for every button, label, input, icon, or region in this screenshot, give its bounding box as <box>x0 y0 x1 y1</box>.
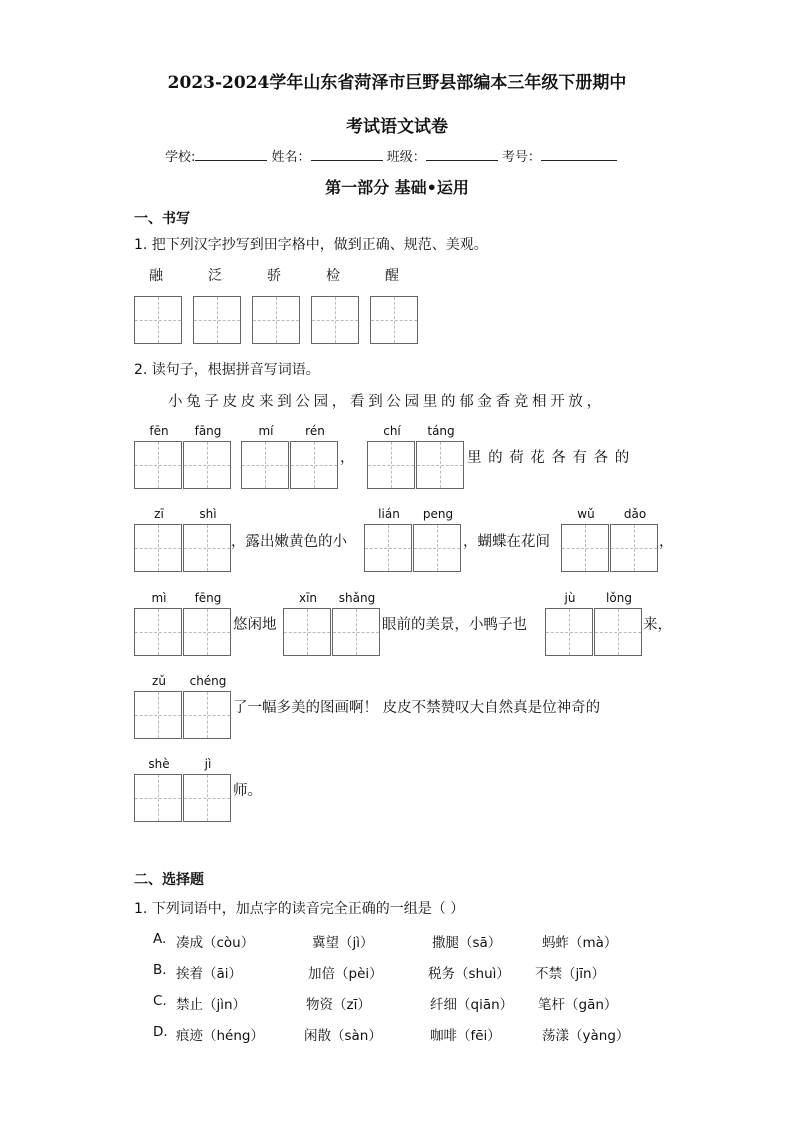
pinyin-label: fēn <box>149 424 169 438</box>
tianzige-cell[interactable] <box>252 296 300 344</box>
option-item[interactable]: 笔杆（gān） <box>538 997 618 1013</box>
tianzige-cell[interactable] <box>193 296 241 344</box>
pinyin-label: chéng <box>189 674 227 688</box>
pinyin-answer-cell[interactable] <box>594 608 642 656</box>
option-item[interactable]: 挨着（āi） <box>176 966 243 982</box>
option-label-a: A. <box>153 931 167 947</box>
sentence-fragment: ， <box>340 450 355 466</box>
pinyin-answer-cell[interactable] <box>545 608 593 656</box>
pinyin-label: lǒng <box>606 591 632 605</box>
pinyin-answer-cell[interactable] <box>241 441 289 489</box>
pinyin-label: zī <box>154 507 164 521</box>
sentence-fragment: ，蝴蝶在花间 <box>463 534 550 550</box>
class-label: 班级： <box>386 150 426 165</box>
option-item[interactable]: 税务（shuì） <box>428 966 510 982</box>
pinyin-answer-cell[interactable] <box>561 524 609 572</box>
pinyin-label: mí <box>258 424 274 438</box>
question-2-prompt: 2. 读句子，根据拼音写词语。 <box>134 362 320 378</box>
pinyin-answer-cell[interactable] <box>134 774 182 822</box>
option-item[interactable]: 荡漾（yàng） <box>542 1028 630 1044</box>
pinyin-answer-cell[interactable] <box>364 524 412 572</box>
pinyin-label: lián <box>378 507 400 521</box>
sentence-fragment: 里 的 荷 花 各 有 各 的 <box>467 450 631 466</box>
option-item[interactable]: 撒腿（sā） <box>432 935 502 951</box>
pinyin-answer-cell[interactable] <box>134 441 182 489</box>
option-item[interactable]: 禁止（jìn） <box>176 997 247 1013</box>
number-label: 考号： <box>501 150 541 165</box>
pinyin-label: wǔ <box>577 507 595 521</box>
pinyin-answer-cell[interactable] <box>283 608 331 656</box>
option-label-d: D. <box>153 1024 168 1040</box>
pinyin-answer-cell[interactable] <box>183 691 231 739</box>
pinyin-answer-cell[interactable] <box>290 441 338 489</box>
choice-question-prompt: 1. 下列词语中，加点字的读音完全正确的一组是（ ） <box>134 901 465 917</box>
option-item[interactable]: 凑成（còu） <box>176 935 255 951</box>
copy-char: 醒 <box>385 268 399 284</box>
pinyin-label: zǔ <box>152 674 166 688</box>
pinyin-label: peng <box>422 507 454 521</box>
pinyin-label: shǎng <box>338 591 376 605</box>
page-title-line2: 考试语文试卷 <box>346 117 448 137</box>
pinyin-label: mì <box>151 591 167 605</box>
pinyin-answer-cell[interactable] <box>183 608 231 656</box>
pinyin-label: shè <box>148 757 170 771</box>
pinyin-answer-cell[interactable] <box>134 691 182 739</box>
option-item[interactable]: 冀望（jì） <box>312 935 374 951</box>
pinyin-label: táng <box>427 424 455 438</box>
option-item[interactable]: 蚂蚱（mà） <box>542 935 618 951</box>
part-title: 第一部分 基础•运用 <box>325 178 469 197</box>
sentence-fragment: 眼前的美景，小鸭子也 <box>382 617 527 633</box>
tianzige-cell[interactable] <box>134 296 182 344</box>
copy-char: 骄 <box>267 268 281 284</box>
page-title-line1: 2023-2024学年山东省菏泽市巨野县部编本三年级下册期中 <box>167 73 627 93</box>
pinyin-answer-cell[interactable] <box>367 441 415 489</box>
option-item[interactable]: 加倍（pèi） <box>308 966 383 982</box>
pinyin-answer-cell[interactable] <box>134 608 182 656</box>
sentence-fragment: 来， <box>643 617 672 633</box>
section-heading-writing: 一、书写 <box>134 211 190 227</box>
pinyin-answer-cell[interactable] <box>413 524 461 572</box>
option-item[interactable]: 物资（zī） <box>306 997 371 1013</box>
pinyin-answer-cell[interactable] <box>183 774 231 822</box>
pinyin-answer-cell[interactable] <box>134 524 182 572</box>
option-item[interactable]: 闲散（sàn） <box>304 1028 382 1044</box>
option-item[interactable]: 不禁（jīn） <box>535 966 606 982</box>
pinyin-label: jù <box>564 591 576 605</box>
copy-char: 融 <box>149 268 163 284</box>
sentence-fragment: 了一幅多美的图画啊！ 皮皮不禁赞叹大自然真是位神奇的 <box>233 700 601 716</box>
pinyin-label: shì <box>199 507 217 521</box>
copy-char: 检 <box>326 268 340 284</box>
pinyin-label: chí <box>383 424 401 438</box>
pinyin-label: rén <box>305 424 325 438</box>
pinyin-label: fāng <box>194 424 222 438</box>
school-field[interactable] <box>195 147 267 161</box>
option-item[interactable]: 纤细（qiān） <box>430 997 514 1013</box>
class-field[interactable] <box>426 147 498 161</box>
pinyin-answer-cell[interactable] <box>416 441 464 489</box>
tianzige-cell[interactable] <box>370 296 418 344</box>
option-label-b: B. <box>153 962 167 978</box>
school-label: 学校: <box>165 150 196 165</box>
copy-char: 泛 <box>208 268 222 284</box>
pinyin-label: xīn <box>298 591 318 605</box>
sentence-fragment: 师。 <box>233 783 262 799</box>
number-field[interactable] <box>541 147 617 161</box>
pinyin-answer-cell[interactable] <box>183 441 231 489</box>
pinyin-answer-cell[interactable] <box>332 608 380 656</box>
sentence-start: 小兔子皮皮来到公园，看到公园里的郁金香竞相开放， <box>168 394 605 410</box>
name-label: 姓名： <box>271 150 311 165</box>
name-field[interactable] <box>311 147 383 161</box>
sentence-fragment: ，露出嫩黄色的小 <box>231 534 347 550</box>
option-item[interactable]: 咖啡（fēi） <box>430 1028 501 1044</box>
pinyin-label: jì <box>204 757 212 771</box>
option-item[interactable]: 痕迹（héng） <box>176 1028 264 1044</box>
option-label-c: C. <box>153 993 167 1009</box>
section-heading-choice: 二、选择题 <box>134 872 204 888</box>
pinyin-answer-cell[interactable] <box>610 524 658 572</box>
sentence-fragment: ， <box>659 534 674 550</box>
pinyin-answer-cell[interactable] <box>183 524 231 572</box>
student-info-row <box>165 146 617 165</box>
question-1-prompt: 1. 把下列汉字抄写到田字格中，做到正确、规范、美观。 <box>134 237 488 253</box>
pinyin-label: fēng <box>194 591 222 605</box>
tianzige-cell[interactable] <box>311 296 359 344</box>
pinyin-label: dǎo <box>623 507 647 521</box>
sentence-fragment: 悠闲地 <box>233 617 277 633</box>
